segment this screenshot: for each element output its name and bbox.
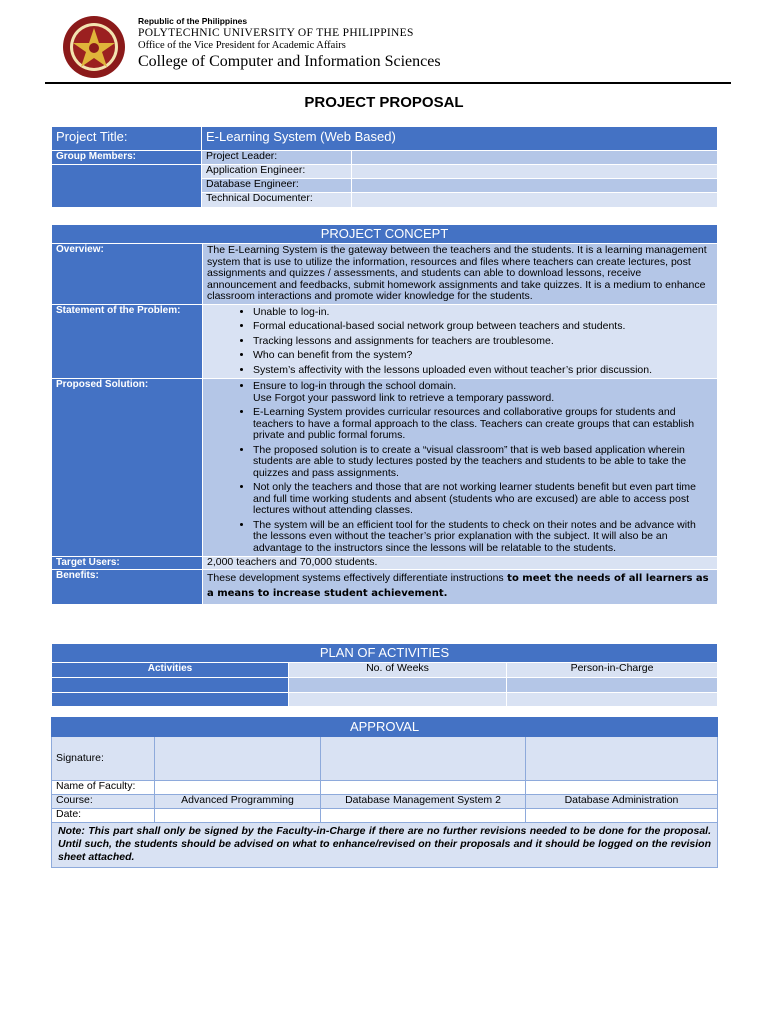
overview-text: The E-Learning System is the gateway between the teachers and the students. It is a learning management system that is use to utilize the information, resources and files where teachers can create lectures, post assignments and quizzes / assessments, and students can able to download lessons, receive announcement and feedbacks, submit homework assignments and take quizzes. It is a medium to enhance classroom interactions and promote wider knowledge for the students. (203, 244, 718, 305)
faculty-name-cell[interactable] (155, 781, 321, 795)
target-users-label: Target Users: (52, 557, 203, 570)
member-cell (352, 193, 718, 208)
plan-of-activities-table (51, 643, 718, 707)
problem-cell (203, 304, 718, 379)
role-application-engineer: Application Engineer: (202, 165, 352, 179)
date-cell[interactable] (155, 809, 321, 823)
course-db-admin: Database Administration (526, 795, 718, 809)
course-advanced-programming: Advanced Programming (155, 795, 321, 809)
solution-item: • The system will be an efficient tool for the students to check on their notes and be advance with the lessons even without the teacher’s prior explanation with the subject. It will also be an advantage to the instructors since the lessons will be relatable to the students. (253, 520, 713, 555)
problem-item: • System’s affectivity with the lessons uploaded even without teacher’s prior discussion. (253, 365, 713, 377)
activity-cell (52, 678, 289, 693)
plan-heading: PLAN OF ACTIVITIES (52, 644, 718, 663)
role-project-leader: Project Leader: (202, 151, 352, 165)
member-cell (352, 151, 718, 165)
date-cell[interactable] (526, 809, 718, 823)
group-members-spacer (52, 165, 202, 208)
office-line: Office of the Vice President for Academic Affairs (138, 40, 346, 51)
approval-heading: APPROVAL (52, 718, 718, 737)
header-rule (45, 82, 731, 84)
signature-cell[interactable] (155, 737, 321, 781)
benefits-label: Benefits: (52, 569, 203, 604)
solution-note: Use Forgot your password link to retrieve a temporary password. (253, 391, 555, 404)
project-concept-table (51, 224, 718, 605)
date-label: Date: (52, 809, 155, 823)
faculty-name-label: Name of Faculty: (52, 781, 155, 795)
faculty-name-cell[interactable] (526, 781, 718, 795)
member-cell (352, 179, 718, 193)
problem-item: • Tracking lessons and assignments for teachers are troublesome. (253, 336, 713, 348)
republic-line: Republic of the Philippines (138, 16, 248, 26)
person-cell (507, 693, 718, 707)
solution-cell (203, 379, 718, 557)
solution-item: • The proposed solution is to create a “visual classroom” that is web based application wherein students are able to study lectures posted by the teachers and students to be able to take the quizzes and pass assignments. (253, 445, 713, 480)
project-title-label: Project Title: (52, 127, 202, 151)
col-person: Person-in-Charge (507, 663, 718, 678)
university-seal-icon (58, 14, 130, 80)
project-info-table (51, 126, 718, 208)
group-members-label: Group Members: (52, 151, 202, 165)
course-label: Course: (52, 795, 155, 809)
date-cell[interactable] (321, 809, 526, 823)
col-activities: Activities (52, 663, 289, 678)
university-name: POLYTECHNIC UNIVERSITY OF THE PHILIPPINES (138, 27, 414, 39)
solution-item: • E-Learning System provides curricular resources and collaborative groups for students and teachers to have a formal approach to the class. Teachers can create groups that can establish private and public formal forums. (253, 407, 713, 442)
faculty-name-cell[interactable] (321, 781, 526, 795)
overview-label: Overview: (52, 244, 203, 305)
college-name: College of Computer and Information Sciences (138, 53, 441, 70)
solution-label: Proposed Solution: (52, 379, 203, 557)
solution-list-continued (207, 407, 713, 554)
problem-item: • Unable to log-in. (253, 307, 713, 319)
person-cell (507, 678, 718, 693)
weeks-cell (289, 678, 507, 693)
solution-item: • Ensure to log-in through the school domain. (253, 381, 713, 393)
letterhead (0, 0, 768, 88)
problem-item: • Who can benefit from the system? (253, 350, 713, 362)
weeks-cell (289, 693, 507, 707)
member-cell (352, 165, 718, 179)
role-technical-documenter: Technical Documenter: (202, 193, 352, 208)
solution-list (207, 381, 713, 393)
signature-label: Signature: (52, 737, 155, 781)
signature-cell[interactable] (526, 737, 718, 781)
problem-label: Statement of the Problem: (52, 304, 203, 379)
project-title-value: E-Learning System (Web Based) (202, 127, 718, 151)
solution-item: • Not only the teachers and those that are not working learner students benefit but even part time and full time working students and absent (students who are excused) are able to access post lectures without attending classes. (253, 482, 713, 517)
col-weeks: No. of Weeks (289, 663, 507, 678)
target-users-value: 2,000 teachers and 70,000 students. (203, 557, 718, 570)
problem-item: • Formal educational-based social network group between teachers and students. (253, 321, 713, 333)
benefits-cell (203, 569, 718, 604)
problem-list (207, 307, 713, 377)
approval-note: Note: This part shall only be signed by the Faculty-in-Charge if there are no further revisions needed to be done for the proposal. Until such, the students should be advised on what to enhance/revised on their proposals and it should be logged on the revision sheet attached. (52, 823, 718, 868)
activity-cell (52, 693, 289, 707)
course-dbms2: Database Management System 2 (321, 795, 526, 809)
benefits-text: These development systems effectively differentiate instructions (207, 571, 504, 584)
approval-table (51, 717, 718, 868)
project-concept-heading: PROJECT CONCEPT (52, 225, 718, 244)
role-database-engineer: Database Engineer: (202, 179, 352, 193)
document-title: PROJECT PROPOSAL (304, 94, 464, 111)
benefits-text-bold: to meet the needs of all learners as a means to increase student achievement. (207, 572, 709, 599)
signature-cell[interactable] (321, 737, 526, 781)
